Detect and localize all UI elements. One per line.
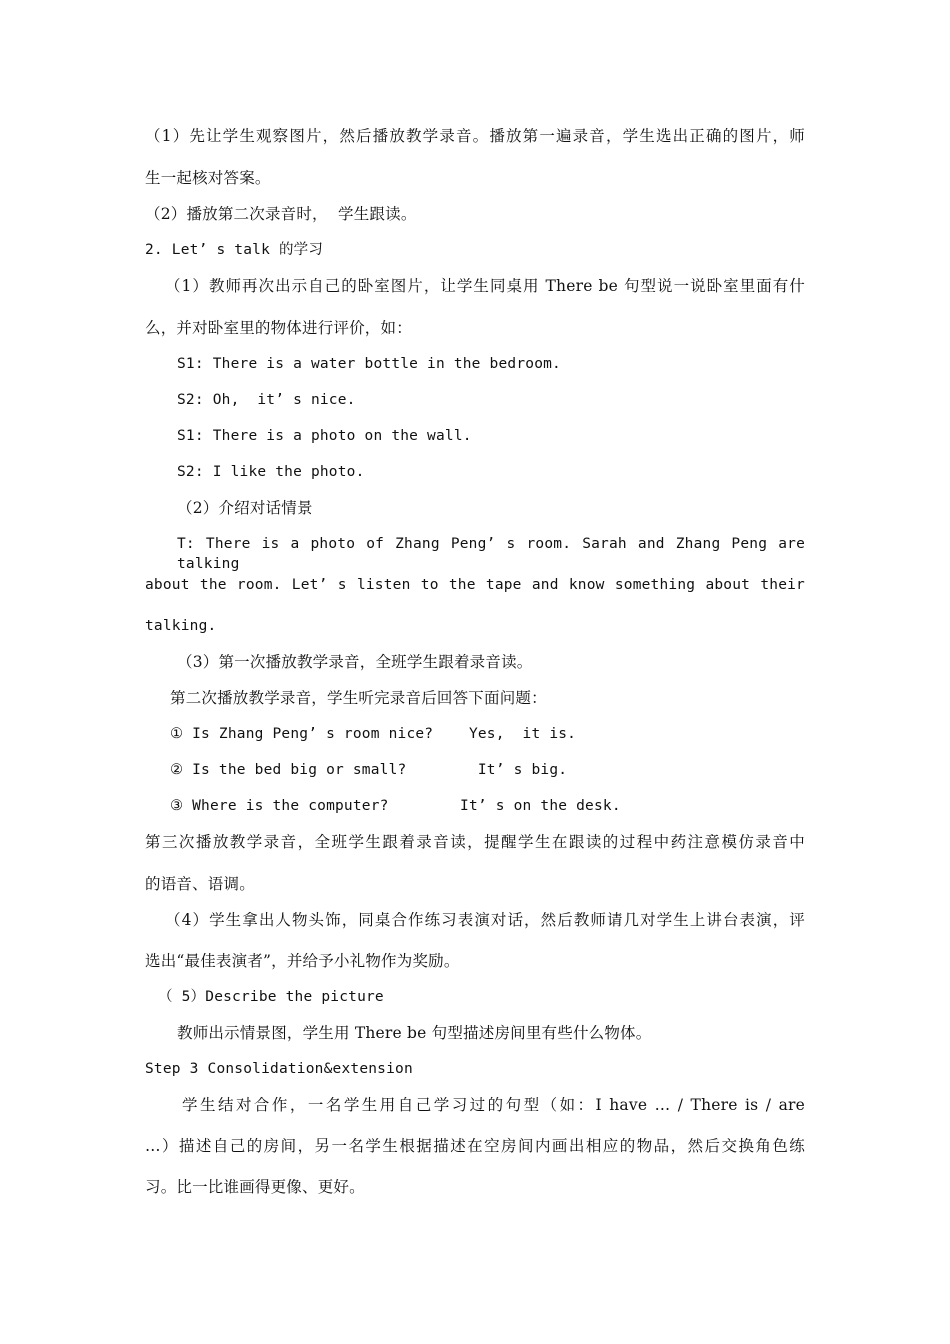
paragraph-line: 第二次播放教学录音，学生听完录音后回答下面问题： [170, 689, 547, 707]
question-line: ② Is the bed big or small? It’ s big. [170, 762, 568, 778]
dialogue-line: S2: Oh, it’ s nice. [177, 392, 356, 408]
paragraph-line: （1）教师再次出示自己的卧室图片，让学生同桌用 There be 句型说一说卧室里面有什 [165, 277, 805, 295]
teacher-line: talking. [145, 618, 217, 634]
paragraph-line: （1）先让学生观察图片，然后播放教学录音。播放第一遍录音，学生选出正确的图片，师 [145, 127, 805, 145]
paragraph-line: （2）播放第二次录音时， 学生跟读。 [145, 205, 417, 223]
paragraph-line: （4）学生拿出人物头饰，同桌合作练习表演对话，然后教师请几对学生上讲台表演，评 [165, 911, 805, 929]
paragraph-line: 习。比一比谁画得更像、更好。 [145, 1178, 365, 1196]
question-line: ① Is Zhang Peng’ s room nice? Yes, it is. [170, 726, 577, 742]
paragraph-line: 选出“最佳表演者”，并给予小礼物作为奖励。 [145, 952, 460, 970]
teacher-line: about the room. Let’ s listen to the tape and know something about their [145, 577, 805, 593]
paragraph-line: 第三次播放教学录音，全班学生跟着录音读，提醒学生在跟读的过程中药注意模仿录音中 [145, 833, 805, 851]
paragraph-line: 生一起核对答案。 [145, 169, 271, 187]
section-heading: Step 3 Consolidation&extension [145, 1061, 413, 1077]
dialogue-line: S1: There is a water bottle in the bedroom. [177, 356, 561, 372]
paragraph-line: 教师出示情景图，学生用 There be 句型描述房间里有些什么物体。 [177, 1024, 652, 1042]
paragraph-line: （ 5）Describe the picture [158, 989, 384, 1005]
paragraph-line: 学生结对合作，一名学生用自己学习过的句型（如：I have … / There is / are [182, 1096, 805, 1114]
paragraph-line: （3）第一次播放教学录音，全班学生跟着录音读。 [177, 653, 533, 671]
section-heading: 2. Let’ s talk 的学习 [145, 242, 324, 258]
paragraph-line: 么，并对卧室里的物体进行评价，如： [145, 319, 412, 337]
dialogue-line: S1: There is a photo on the wall. [177, 428, 472, 444]
dialogue-line: S2: I like the photo. [177, 464, 365, 480]
paragraph-line: …）描述自己的房间，另一名学生根据描述在空房间内画出相应的物品，然后交换角色练 [145, 1137, 805, 1155]
paragraph-line: 的语音、语调。 [145, 875, 255, 893]
teacher-line: T: There is a photo of Zhang Peng’ s room. Sarah and Zhang Peng are talking [177, 536, 805, 572]
paragraph-line: （2）介绍对话情景 [177, 499, 313, 517]
question-line: ③ Where is the computer? It’ s on the desk. [170, 798, 621, 814]
